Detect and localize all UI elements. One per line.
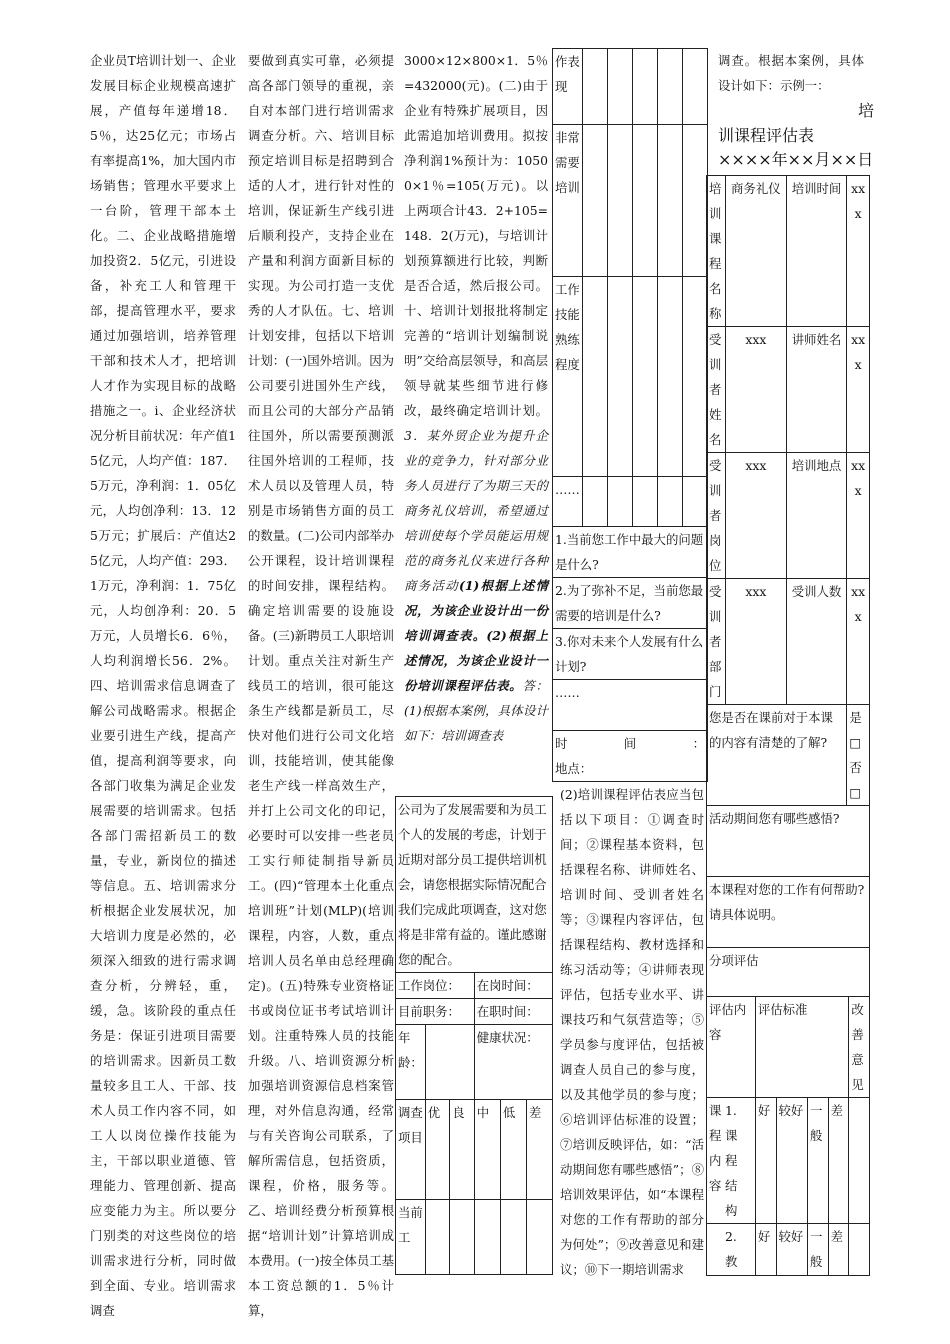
evaluation-items-text: (2)培训课程评估表应当包括以下项目：①调查时间；②课程基本资料，包括课程名称、讲师姓名、培训时间、受训者姓名等；③课程内容评估，包括课程结构、教材选择和练习活动等；④讲师表现评估，包括专业水平、讲课技巧和气氛营造等；⑤学员参与度评估，包括被调查人员自己的参与度，以及其他学员的参与度；⑥培训评估标准的设置；⑦培训反映评估，如：“活动期间您有哪些感悟”；⑧培训效果评估，如“本课程对您的工作有帮助的部分为何处”；⑨改善意见和建议；⑩下一期培训需求: [560, 787, 704, 1277]
cell-empty: [632, 277, 657, 477]
cell-empty: [450, 1200, 474, 1275]
improvement-header: 改善意见: [849, 997, 870, 1098]
scale-fairly-good: 较好: [776, 1098, 808, 1224]
scale-poor: 差: [828, 1098, 849, 1224]
trainee-count-value: xxx: [847, 579, 870, 705]
trainee-post-value: xxx: [726, 453, 787, 579]
post-label: 工作岗位：: [396, 973, 475, 999]
cell-empty: [657, 477, 682, 527]
question-more: ……: [553, 680, 708, 731]
time-place-cell: [553, 731, 708, 782]
current-label: 当前工: [396, 1200, 426, 1275]
eval-content-header: 评估内容: [707, 997, 756, 1098]
course-name-label: 培训课程名称: [707, 176, 726, 327]
cell-empty: [582, 125, 607, 277]
cell-empty: [582, 277, 607, 477]
feelings-question: 活动期间您有哪些感悟?: [707, 806, 870, 877]
trainee-count-label: 受训人数: [786, 579, 847, 705]
item-teaching-cell: [707, 1224, 756, 1276]
grade-low: 低: [500, 1100, 526, 1200]
question-number: 3．: [404, 428, 427, 443]
cell-empty: [657, 277, 682, 477]
cell-empty: [582, 477, 607, 527]
text-column-2: 要做到真实可靠，必须提高各部门领导的重视，亲自对本部门进行培训需求调查分析。六、培训目标预定培训目标是招聘到合适的人才，进行针对性的培训，保证新生产线引进后顺利投产，支持企业在产量和利润方面新目标的实现。为公司打造一支优秀的人才队伍。七、培训计划安排，包括以下培训计划：(一)国外培训。因为公司要引进国外生产线，而且公司的大部分产品销往国外，所以需要预测派往国外培训的工程师，技术人员以及管理人员，特别是市场销售方面的员工的数量。(二)公司内部举办公开课程，设计培训课程的时间安排，课程结构。确定培训需要的设施设备。(三)新聘员工人职培训计划。重点关注对新生产线员工的培训，很可能这条生产线都是新员工，尽快对他们进行公司文化培训，技能培训，使其能像老生产线一样高效生产，并打上公司文化的印记，必要时可以安排一些老员工实行师徒制指导新员工。(四)“管理本土化重点培训班”计划(MLP)(培训课程，内容，人数，重点培训人员名单由总经理确定)。(五)特殊专业资格证书或岗位证书考试培训计划。注重特殊人员的技能升级。八、培训资源分析加强培训资源信息档案管理，对外信息沟通，经常与有关咨询公司联系，了解所需信息，包括资质，课程，价格，服务等。乙、培训经费分析预算根据“培训计划”计算培训成本费用。(一)按全体员工基本工资总额的1．5％计算，: [248, 53, 394, 1318]
budget-text: 3000×12×800×1．5％=432000(元)。(二)由于企业有特殊扩展项目，因此需追加培训费用。拟按净利润1%预计为：10500×1％=105(万元)。以上两项合计43．2+105=148．2(万元)，与培训计划预算额进行比较，判断是否合适，然后报公司。十、培训计划报批将制定完善的“培训计划编制说明”交给高层领导，和高层领导就某些细节进行修改，最终确定培训计划。: [404, 53, 548, 418]
cell-empty: [425, 1200, 449, 1275]
sub-evaluation-label: 分项评估: [707, 948, 870, 997]
cell-empty: [607, 277, 632, 477]
age-value: [425, 1025, 474, 1100]
row-work-performance: 作表现: [553, 49, 583, 125]
survey-intro: 公司为了发展需要和为员工个人的发展的考虑，计划于近期对部分员工提供培训机会，请您根据实际情况配合我们完成此项调查，这对您将是非常有益的。谨此感谢您的配合。: [396, 797, 553, 973]
trainee-name-label: 受训者姓名: [707, 327, 726, 453]
scale-fairly-good-2: 较好: [776, 1224, 808, 1276]
option-yes: 是□: [849, 710, 862, 750]
cell-empty: [682, 277, 707, 477]
trainee-name-value: xxx: [726, 327, 787, 453]
option-no: 否□: [849, 760, 862, 800]
eval-standard-header: 评估标准: [755, 997, 848, 1098]
trainee-dept-label: 受训者部门: [707, 579, 726, 705]
cell-empty: [849, 1098, 870, 1224]
trainee-dept-value: xxx: [726, 579, 787, 705]
grade-medium: 中: [474, 1100, 500, 1200]
evaluation-table: [706, 175, 870, 1276]
post-time-label: 在岗时间：: [474, 973, 552, 999]
yes-no-options: [847, 705, 870, 806]
cell-empty: [607, 49, 632, 125]
scale-poor-2: 差: [828, 1224, 849, 1276]
cell-empty: [526, 1200, 552, 1275]
job-label: 目前职务：: [396, 999, 475, 1025]
scale-average: 一般: [808, 1098, 829, 1224]
sub-evaluation-table: [706, 996, 870, 1276]
grade-poor: 差: [526, 1100, 552, 1200]
help-question: 本课程对您的工作有何帮助?请具体说明。: [707, 877, 870, 948]
question-text: 某外贸企业为提升企业的竞争力，针对部分业务人员进行了为期三天的商务礼仪培训，希望通过培训使每个学员能运用规范的商务礼仪来进行各种商务活动: [404, 428, 548, 593]
training-place-value: xxx: [847, 453, 870, 579]
cell-empty: [657, 49, 682, 125]
age-label: 年龄：: [396, 1025, 426, 1100]
survey-table: [395, 796, 553, 1275]
row-more: ……: [553, 477, 583, 527]
evaluation-title-start: 培: [858, 101, 875, 120]
pre-knowledge-question: 您是否在课前对于本课的内容有清楚的了解?: [707, 705, 847, 806]
evaluation-title: 训课程评估表 ××××年××月××日: [718, 126, 874, 169]
trainee-post-label: 受训者岗位: [707, 453, 726, 579]
evaluation-intro: 调查。根据本案例，具体设计如下：示例一：: [718, 53, 864, 93]
item-teaching: 2.教: [725, 1229, 738, 1269]
cell-empty: [657, 125, 682, 277]
cell-empty: [607, 125, 632, 277]
cell-empty: [582, 49, 607, 125]
cell-empty: [632, 49, 657, 125]
cell-empty: [849, 1224, 870, 1276]
job-time-label: 在职时间：: [474, 999, 552, 1025]
scale-good-2: 好: [755, 1224, 776, 1276]
course-name-value: 商务礼仪: [726, 176, 787, 327]
place-label: 地点：: [555, 761, 593, 776]
grade-good: 良: [450, 1100, 474, 1200]
row-training-need: 非常需要培训: [553, 125, 583, 277]
cell-empty: [682, 125, 707, 277]
scale-average-2: 一般: [808, 1224, 829, 1276]
cell-empty: [632, 477, 657, 527]
time-label: 时间：: [555, 736, 705, 751]
row-skill-level: 工作技能熟练程度: [553, 277, 583, 477]
cell-empty: [632, 125, 657, 277]
health-label: 健康状况：: [474, 1025, 552, 1100]
training-time-label: 培训时间: [786, 176, 847, 327]
question-2: 2.为了弥补不足，当前您最需要的培训是什么?: [553, 578, 708, 629]
cell-empty: [500, 1200, 526, 1275]
course-content-cell: [707, 1098, 756, 1224]
course-content-label: 课程内容: [709, 1103, 722, 1193]
answer-intro: 答：(1)根据本案例，具体设计如下：培训调查表: [404, 678, 549, 743]
cell-empty: [474, 1200, 500, 1275]
cell-empty: [607, 477, 632, 527]
lecturer-name-value: xxx: [847, 327, 870, 453]
cell-empty: [682, 49, 707, 125]
text-column-1: 企业员T培训计划一、企业发展目标企业规模高速扩展，产值每年递增18．5％，达25亿元；市场占有率提高1%，加大国内市场销售；管理水平要求上一台阶，管理干部本土化。二、企业战略措施增加投资2．5亿元，引进设备，补充工人和管理干部，提高管理水平，要求通过加强培训，培养管理干部和技术人才，把培训人才作为实现目标的战略措施之一。i、企业经济状况分析目前状况：年产值15亿元，人均产值：187．5万元，净利润：1．05亿元，人均创净利：13．125万元；扩展后：产值达25亿元，人均产值：293．1万元，净利润：1．75亿元，人均创净利：20．5万元，人员增长6．6％，人均利润增长56．2%。四、培训需求信息调查了解公司战略需求。根据企业要引进生产线，提高产值，提高利润等要求，向各部门收集为满足企业发展需要的培训需求。包括各部门需招新员工的数量，专业，新岗位的描述等信息。五、培训需求分析根据企业发展状况，加大培训力度是必然的，必须深入细致的进行需求调查分析，分辨轻，重，缓，急。该阶段的重点任务是：保证引进项目需要的培训需求。因新员工数量较多且工人、干部、技术人员工作内容不同，如工人以岗位操作技能为主，干部以职业道德、管理能力、管理创新、提高应变能力为主。所以要分门别类的对这些岗位的培训需求进行分析，同时做到全面、专业。培训需求调查: [90, 53, 236, 1318]
survey-table-continued: [552, 48, 710, 782]
item-course-structure: 1.课程结构: [725, 1103, 738, 1218]
grade-excellent: 优: [425, 1100, 449, 1200]
text-column-3: [404, 48, 548, 748]
item-label: 调查项目: [396, 1100, 426, 1200]
cell-empty: [682, 477, 707, 527]
scale-good: 好: [755, 1098, 776, 1224]
question-tasks: (1)根据上述情况，为该企业设计出一份培训调查表。(2)根据上述情况，为该企业设计一份培训课程评估表。: [404, 578, 548, 693]
training-time-value: xxx: [847, 176, 870, 327]
question-1: 1.当前您工作中最大的问题是什么?: [553, 527, 708, 578]
question-3: 3.你对未来个人发展有什么计划?: [553, 629, 708, 680]
lecturer-name-label: 讲师姓名: [786, 327, 847, 453]
training-place-label: 培训地点: [786, 453, 847, 579]
